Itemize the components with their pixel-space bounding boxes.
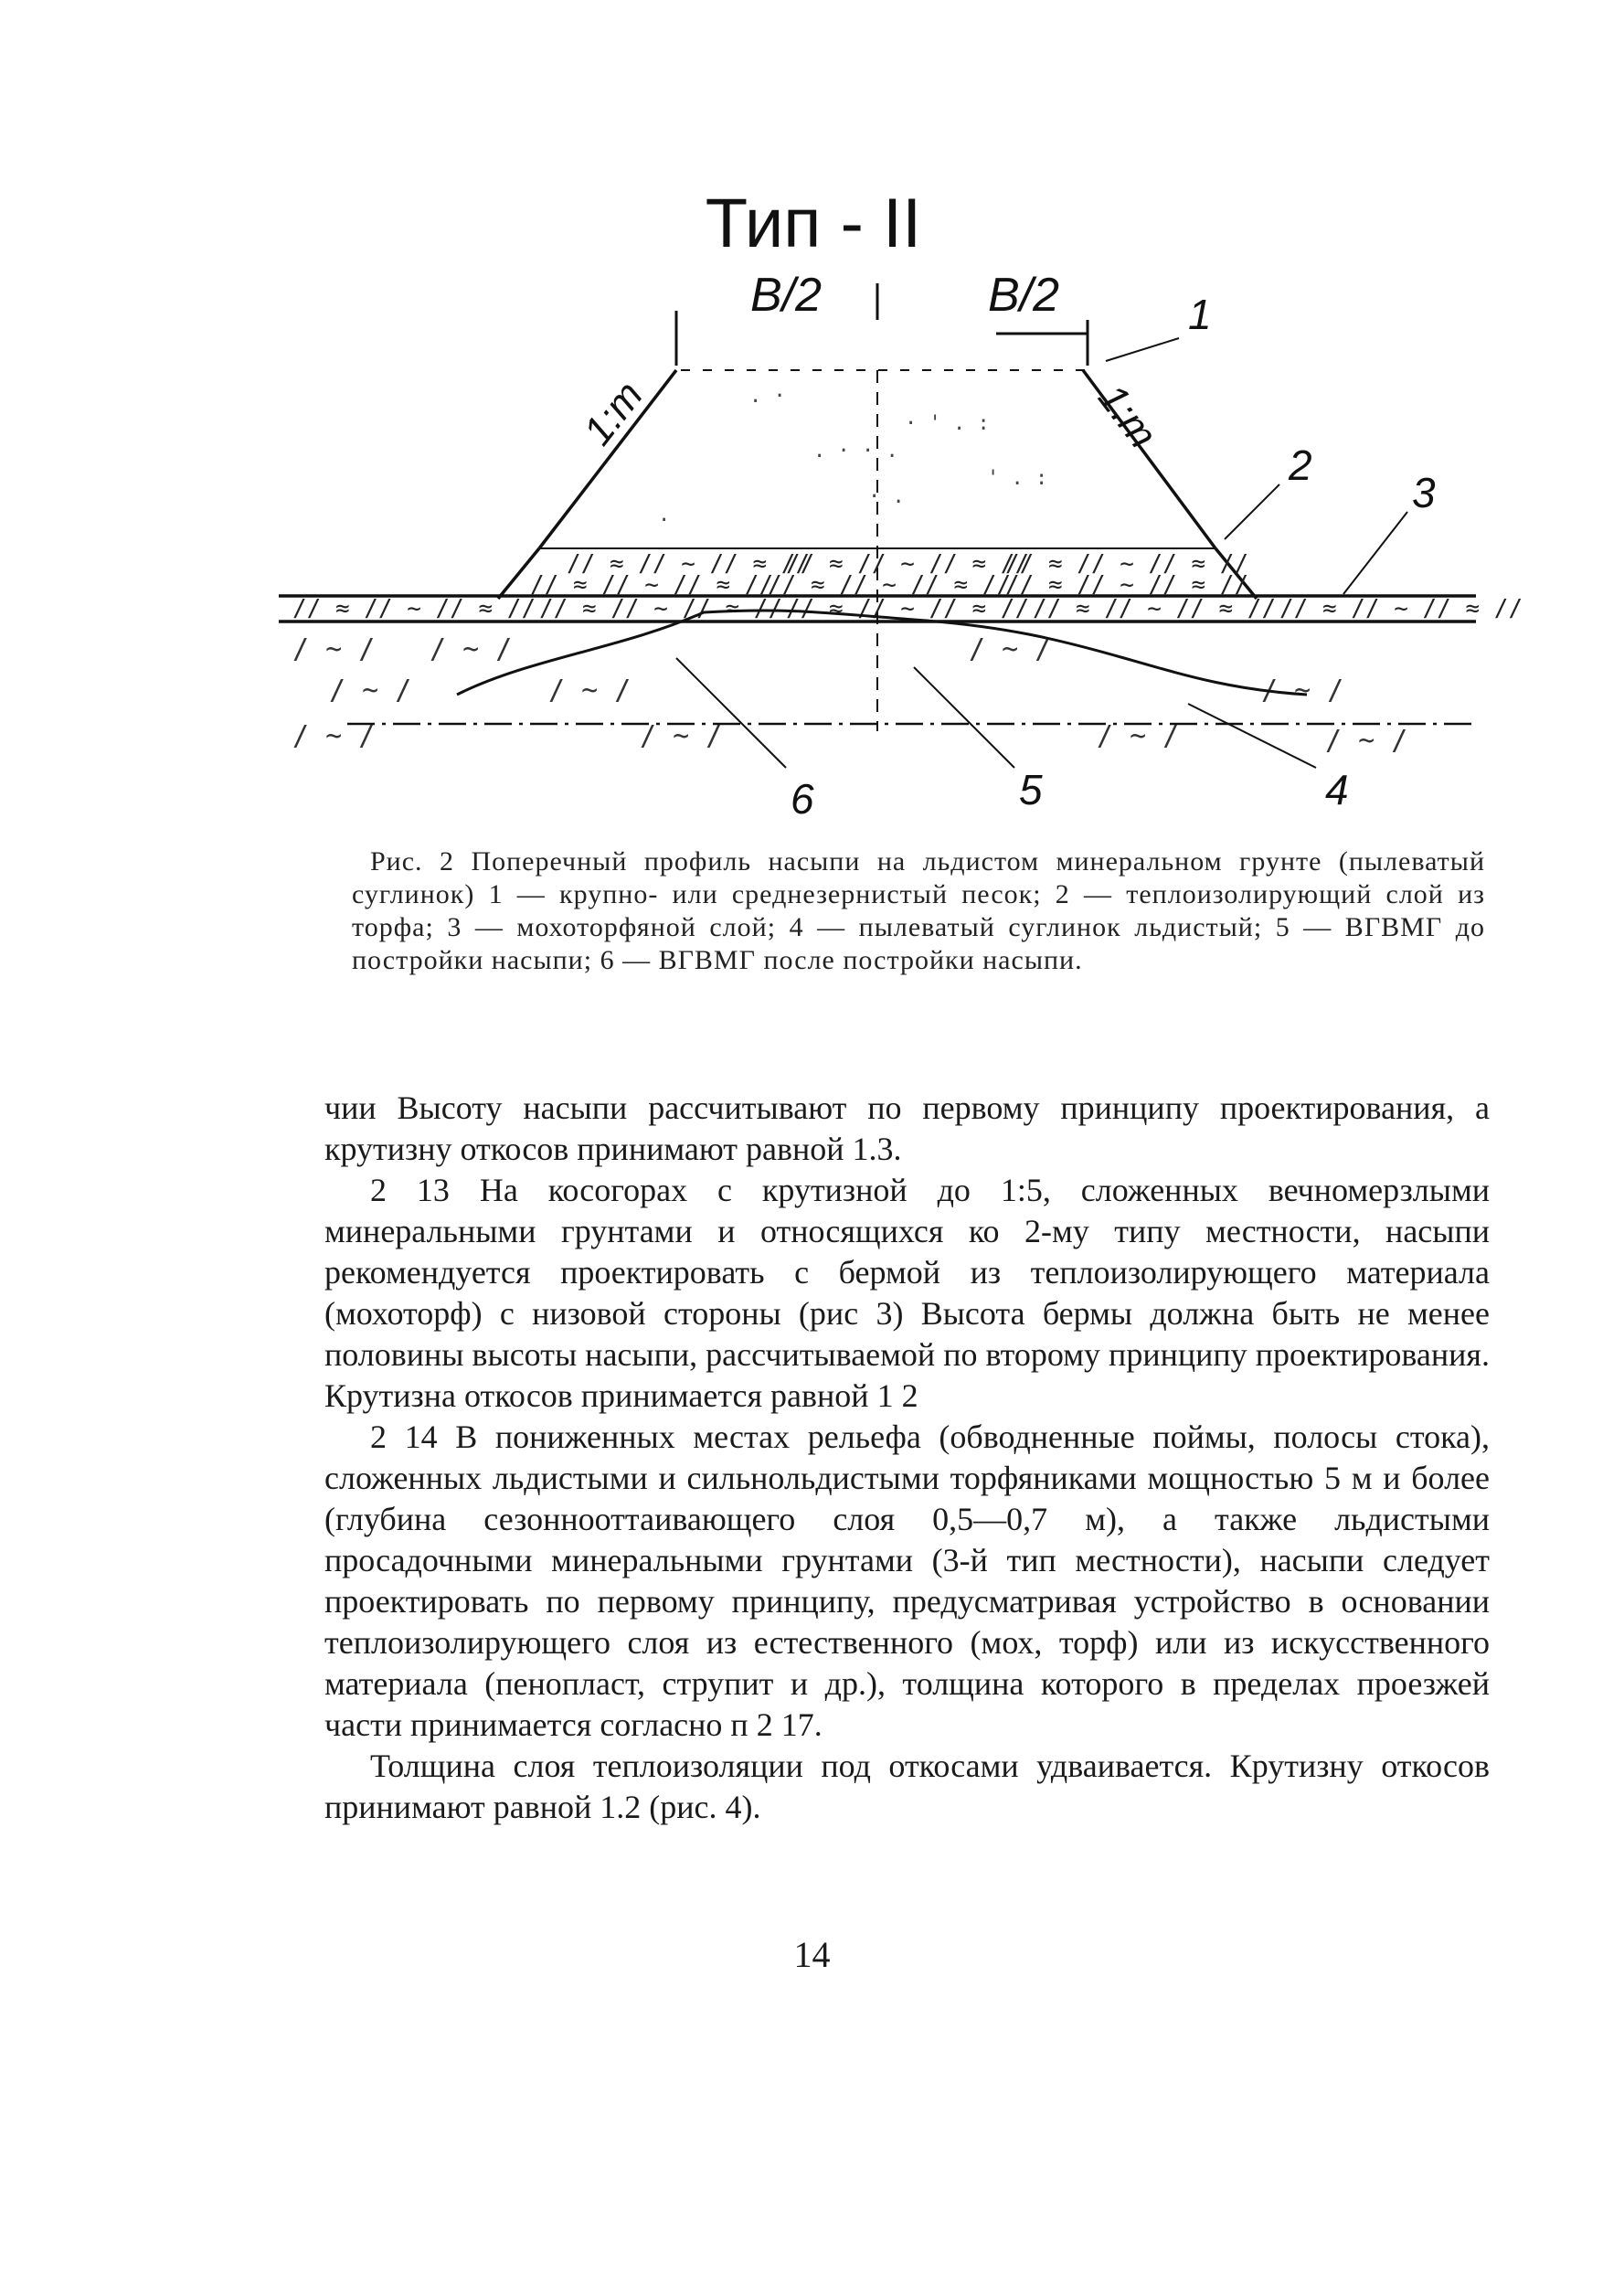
leader-5 xyxy=(914,667,1014,768)
callout-2: 2 xyxy=(1289,441,1312,489)
sand-dots: · ' . : xyxy=(905,412,990,435)
leader-2 xyxy=(1225,484,1279,539)
soil-hatch: / ~ / xyxy=(292,633,376,665)
soil-hatch: / ~ / xyxy=(548,675,632,707)
slope-label-left: 1:m xyxy=(575,373,653,454)
half-width-left-label: B/2 xyxy=(749,269,823,322)
sand-dots: . · xyxy=(749,385,786,408)
caption-lead: Рис. 2 xyxy=(370,846,454,877)
moss-layer-hatch: // ≈ // ~ // ≈ // xyxy=(539,595,783,622)
insulation-layer-hatch: // ≈ // ~ // ≈ // xyxy=(768,571,1012,599)
insulation-layer-hatch: // ≈ // ~ // ≈ // xyxy=(786,550,1030,578)
callout-6: 6 xyxy=(791,775,814,823)
figure-embankment-profile xyxy=(274,183,1523,841)
leader-1 xyxy=(1106,338,1179,361)
sand-dots: · . xyxy=(868,485,905,508)
callout-1: 1 xyxy=(1188,291,1212,338)
sand-fill xyxy=(658,385,1047,526)
soil-hatch: / ~ / xyxy=(430,633,513,665)
soil-hatch: / ~ / xyxy=(640,720,723,752)
soil-hatch: / ~ / xyxy=(1325,725,1408,757)
soil-hatching xyxy=(292,633,1407,757)
insulation-layer-hatch: // ≈ // ~ // ≈ // xyxy=(567,550,811,578)
insulation-layer-hatch: // ≈ // ~ // ≈ // xyxy=(1005,550,1249,578)
callout-5: 5 xyxy=(1019,766,1043,813)
paragraph-2-14: 2 14 В пониженных местах рельефа (обводненные поймы, полосы стока), сложенных льдистыми и сильнольдистыми торфяниками мощностью 5 м и более (глубина сезоннооттаивающего слоя 0,5—0,7 м), а также льдистыми просадочными минеральными грунтами (3-й тип местности), насыпи следует проектировать по первому принципу, предусматривая устройство в основании теплоизолирующего слоя из естественного (мох, торф) или из искусственного материала (пенопласт, струпит и др.), толщина которого в пределах проезжей части принимается согласно п 2 17. xyxy=(324,1418,1490,1743)
insulation-layer-hatch: // ≈ // ~ // ≈ // xyxy=(530,571,774,599)
embankment-diagram xyxy=(274,183,1523,841)
sand-dots: . · · . xyxy=(813,440,898,462)
soil-hatch: / ~ / xyxy=(292,720,376,752)
paragraph-2-13: 2 13 На косогорах с крутизной до 1:5, сложенных вечномерзлыми минеральными грунтами и относящихся ко 2-му типу местности, насыпи рекомендуется проектировать с бермой из теплоизолирующего материала (мохоторф) с низовой стороны (рис 3) Высота бермы должна быть не менее половины высоты насыпи, рассчитываемой по второму принципу проектирования. Крутизна откосов принимается равной 1 2 xyxy=(324,1172,1490,1414)
callout-3: 3 xyxy=(1412,469,1436,516)
insulation-layer-hatch: // ≈ // ~ // ≈ // xyxy=(1005,571,1249,599)
soil-hatch: / ~ / xyxy=(969,633,1052,665)
moss-layer-hatch: // ≈ // ~ // ≈ // xyxy=(1279,595,1523,622)
paragraph-1: чии Высоту насыпи рассчитывают по первому принципу проектирования, а крутизну откосов принимают равной 1.3. xyxy=(324,1089,1490,1167)
figure-title: Тип - II xyxy=(705,185,922,262)
callout-4: 4 xyxy=(1325,766,1349,813)
moss-layer-hatch: // ≈ // ~ // ≈ // xyxy=(292,595,536,622)
leader-3 xyxy=(1343,512,1407,594)
sand-dots: . xyxy=(658,504,671,526)
sand-dots: ' . : xyxy=(987,467,1048,490)
body-text xyxy=(324,1088,1490,1828)
figure-caption xyxy=(352,845,1485,977)
soil-hatch: / ~ / xyxy=(329,675,412,707)
soil-hatch: / ~ / xyxy=(1261,675,1344,707)
leader-4 xyxy=(1188,704,1316,768)
moss-layer-hatch: // ≈ // ~ // ≈ // xyxy=(786,595,1030,622)
moss-layer-hatch: // ≈ // ~ // ≈ // xyxy=(1033,595,1277,622)
half-width-right-label: B/2 xyxy=(987,269,1060,322)
page-number: 14 xyxy=(793,1934,831,1975)
caption-text: Поперечный профиль насыпи на льдистом минеральном грунте (пылеватый суглинок) 1 — крупно- или среднезернистый песок; 2 — теплоизолирующий слой из торфа; 3 — мохоторфяной слой; 4 — пылеватый суглинок льдистый; 5 — ВГВМГ до постройки насыпи; 6 — ВГВМГ после постройки насыпи. xyxy=(352,846,1485,975)
soil-hatch: / ~ / xyxy=(1097,720,1180,752)
slope-label-right: 1:m xyxy=(1089,376,1166,457)
paragraph-insulation-thickness: Толщина слоя теплоизоляции под откосами удваивается. Крутизну откосов принимают равной 1.2 (рис. 4). xyxy=(324,1748,1490,1825)
